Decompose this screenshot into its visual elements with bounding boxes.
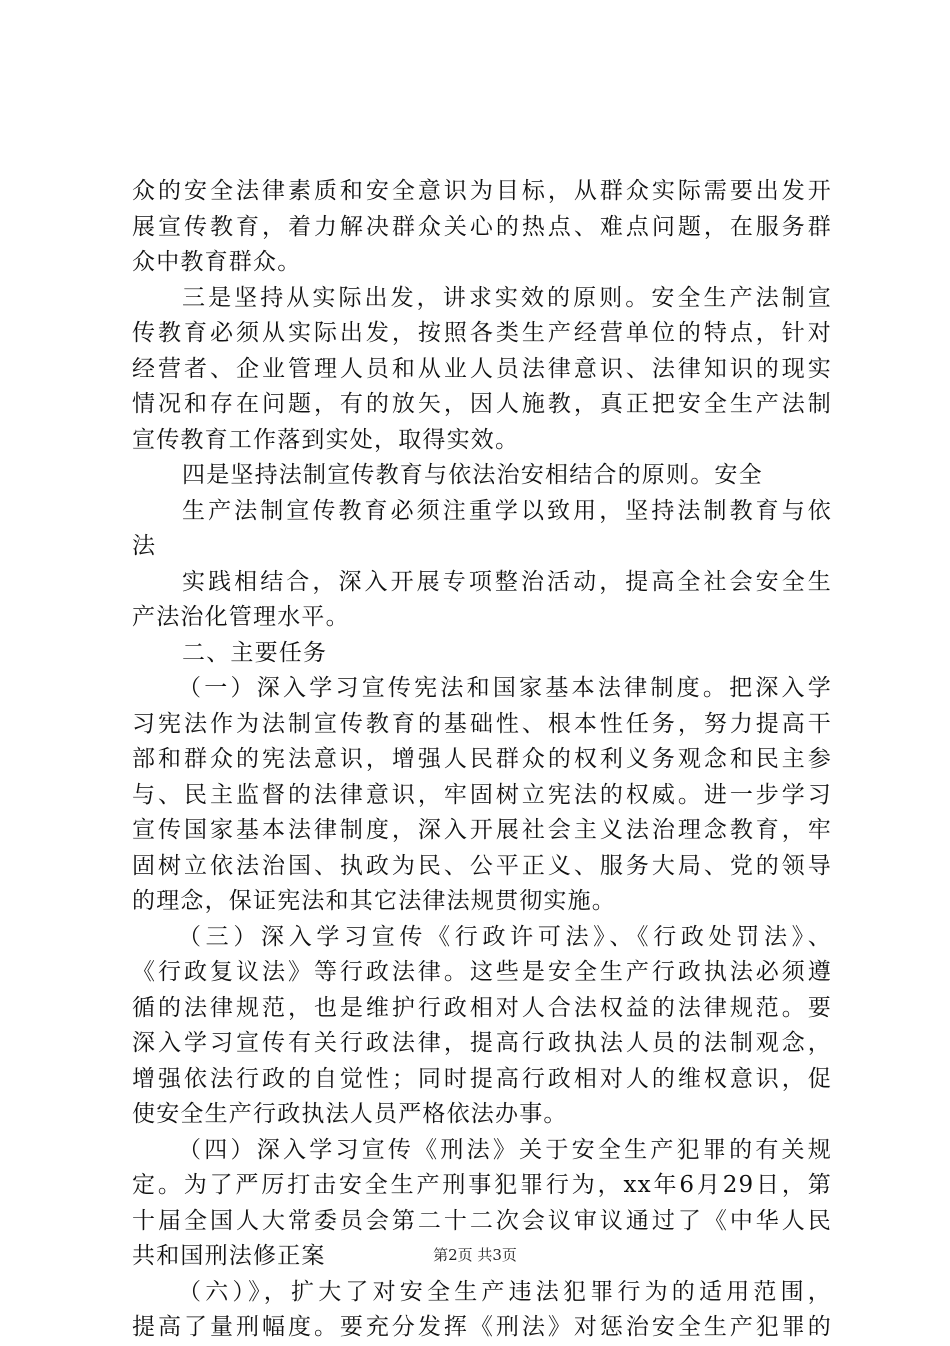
text-line: 传教育必须从实际出发，按照各类生产经营单位的特点，针对 <box>132 320 832 346</box>
text-line: 展宣传教育，着力解决群众关心的热点、难点问题，在服务群 <box>132 213 832 240</box>
text-line: 经营者、企业管理人员和从业人员法律意识、法律知识的现实 <box>132 355 832 382</box>
text-line: （三）深入学习宣传《行政许可法》、《行政处罚法》、 <box>178 923 832 950</box>
text-line: 四是坚持法制宣传教育与依法治安相结合的原则。安全 <box>182 462 763 488</box>
text-line: 增强依法行政的自觉性；同时提高行政相对人的维权意识，促 <box>132 1065 832 1092</box>
text-line: 共和国刑法修正案 <box>132 1243 326 1269</box>
text-line: 生产法制宣传教育必须注重学以致用，坚持法制教育与依 <box>182 497 832 524</box>
text-line: 实践相结合，深入开展专项整治活动，提高全社会安全生 <box>182 568 832 595</box>
text-line: 《行政复议法》等行政法律。这些是安全生产行政执法必须遵 <box>132 959 832 985</box>
text-line: （六）》，扩大了对安全生产违法犯罪行为的适用范围， <box>178 1278 832 1305</box>
text-line: 与、民主监督的法律意识，牢固树立宪法的权威。进一步学习 <box>132 781 832 808</box>
text-line: 部和群众的宪法意识，增强人民群众的权利义务观念和民主参 <box>132 746 832 772</box>
document-body <box>132 174 832 1346</box>
text-line: 宣传国家基本法律制度，深入开展社会主义法治理念教育，牢 <box>132 817 832 843</box>
text-line: 深入学习宣传有关行政法律，提高行政执法人员的法制观念， <box>132 1030 832 1056</box>
text-line: 使安全生产行政执法人员严格依法办事。 <box>132 1101 568 1127</box>
text-line: 的理念，保证宪法和其它法律法规贯彻实施。 <box>132 888 616 914</box>
page-number: 第2页 共3页 <box>433 1246 517 1264</box>
text-line: 产法治化管理水平。 <box>132 604 350 630</box>
text-line: 固树立依法治国、执政为民、公平正义、服务大局、党的领导 <box>132 852 832 879</box>
text-line: 定。为了严厉打击安全生产刑事犯罪行为，xx年6月29日，第 <box>132 1172 832 1198</box>
text-line: 三是坚持从实际出发，讲求实效的原则。安全生产法制宣 <box>182 284 832 311</box>
text-line: （四）深入学习宣传《刑法》关于安全生产犯罪的有关规 <box>178 1136 832 1163</box>
text-line: 众的安全法律素质和安全意识为目标，从群众实际需要出发开 <box>132 178 832 204</box>
text-line: 众中教育群众。 <box>132 249 302 275</box>
text-line: 提高了量刑幅度。要充分发挥《刑法》对惩治安全生产犯罪的 <box>132 1314 832 1340</box>
page-footer <box>0 1244 950 1265</box>
section-heading: 二、主要任务 <box>182 639 328 666</box>
text-line: 习宪法作为法制宣传教育的基础性、根本性任务，努力提高干 <box>132 710 832 737</box>
text-line: （一）深入学习宣传宪法和国家基本法律制度。把深入学 <box>178 675 832 701</box>
text-line: 宣传教育工作落到实处，取得实效。 <box>132 426 520 453</box>
text-line: 法 <box>132 533 157 559</box>
text-line: 情况和存在问题，有的放矢，因人施教，真正把安全生产法制 <box>132 391 832 417</box>
text-line: 循的法律规范，也是维护行政相对人合法权益的法律规范。要 <box>132 994 832 1021</box>
text-line: 十届全国人大常委员会第二十二次会议审议通过了《中华人民 <box>132 1207 832 1234</box>
